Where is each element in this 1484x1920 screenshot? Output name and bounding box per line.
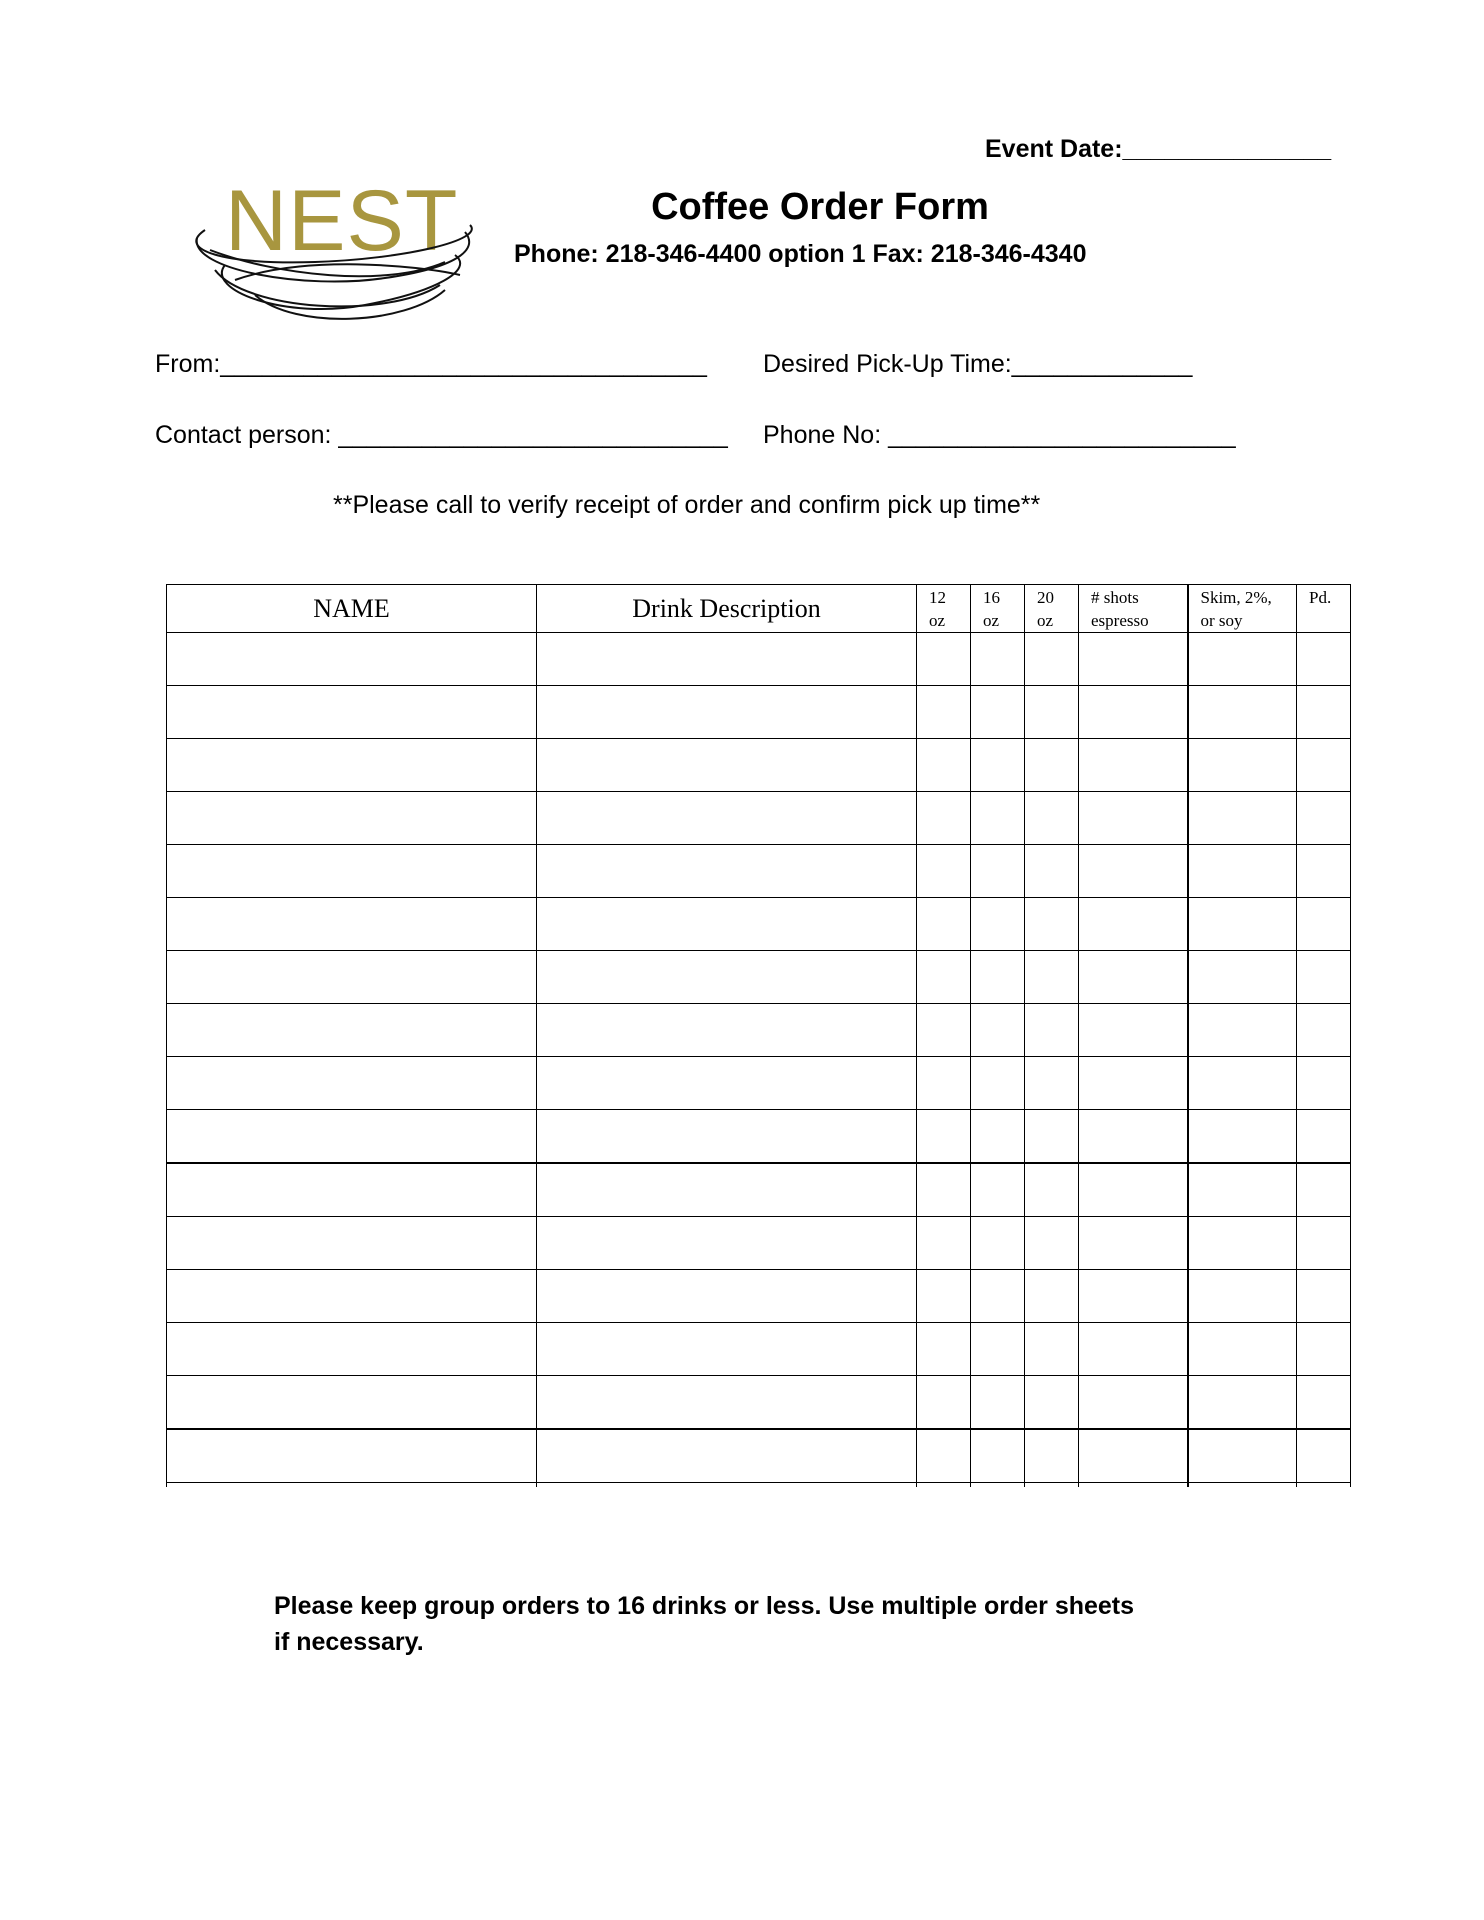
cell-oz12[interactable] (917, 1163, 971, 1217)
cell-drink[interactable] (537, 1270, 917, 1323)
cell-oz20[interactable] (1025, 1323, 1079, 1376)
cell-paid[interactable] (1297, 1270, 1351, 1323)
cell-oz16[interactable] (971, 1057, 1025, 1110)
cell-oz16[interactable] (971, 1429, 1025, 1483)
cell-paid[interactable] (1297, 739, 1351, 792)
cell-drink[interactable] (537, 1057, 917, 1110)
cell-oz20[interactable] (1025, 739, 1079, 792)
cell-drink[interactable] (537, 1004, 917, 1057)
cell-shots[interactable] (1079, 1323, 1188, 1376)
cell-name[interactable] (167, 1163, 537, 1217)
cell-drink[interactable] (537, 898, 917, 951)
cell-oz12[interactable] (917, 686, 971, 739)
cell-oz20[interactable] (1025, 1004, 1079, 1057)
cell-shots[interactable] (1079, 1429, 1188, 1483)
cell-name[interactable] (167, 898, 537, 951)
cell-name[interactable] (167, 739, 537, 792)
col-shots-header: # shots espresso (1079, 585, 1188, 633)
cell-name[interactable] (167, 1110, 537, 1164)
cell-oz12[interactable] (917, 1376, 971, 1430)
stub-cell (1079, 1483, 1188, 1488)
table-row (167, 686, 1351, 739)
stub-cell (167, 1483, 537, 1488)
cell-oz16[interactable] (971, 1004, 1025, 1057)
cell-milk[interactable] (1188, 1004, 1297, 1057)
cell-drink[interactable] (537, 739, 917, 792)
cell-drink[interactable] (537, 1429, 917, 1483)
cell-name[interactable] (167, 1376, 537, 1430)
cell-oz20[interactable] (1025, 1376, 1079, 1430)
cell-shots[interactable] (1079, 1110, 1188, 1164)
cell-oz16[interactable] (971, 1163, 1025, 1217)
cell-paid[interactable] (1297, 1057, 1351, 1110)
cell-name[interactable] (167, 1057, 537, 1110)
col-20oz-header: 20 oz (1025, 585, 1079, 633)
cell-milk[interactable] (1188, 1110, 1297, 1164)
cell-oz16[interactable] (971, 1217, 1025, 1270)
table-row (167, 1323, 1351, 1376)
cell-oz12[interactable] (917, 1429, 971, 1483)
cell-oz20[interactable] (1025, 845, 1079, 898)
table-row (167, 739, 1351, 792)
cell-oz20[interactable] (1025, 951, 1079, 1004)
cell-oz20[interactable] (1025, 792, 1079, 845)
cell-oz16[interactable] (971, 898, 1025, 951)
cell-paid[interactable] (1297, 1163, 1351, 1217)
cell-drink[interactable] (537, 845, 917, 898)
cell-oz16[interactable] (971, 686, 1025, 739)
stub-cell (537, 1483, 917, 1488)
table-row (167, 792, 1351, 845)
stub-cell (1297, 1483, 1351, 1488)
cell-oz16[interactable] (971, 633, 1025, 686)
pickup-time-field[interactable]: Desired Pick-Up Time:_____________ (763, 350, 1193, 378)
cell-oz20[interactable] (1025, 1217, 1079, 1270)
order-table-body (167, 633, 1351, 1488)
cell-milk[interactable] (1188, 739, 1297, 792)
contact-person-field[interactable]: Contact person: ____________________________ (155, 421, 728, 449)
table-row (167, 633, 1351, 686)
cell-shots[interactable] (1079, 1270, 1188, 1323)
cell-oz12[interactable] (917, 951, 971, 1004)
event-date-field[interactable]: Event Date:_______________ (985, 135, 1332, 163)
footer-note (274, 1588, 1174, 1660)
cell-paid[interactable] (1297, 1376, 1351, 1430)
cell-shots[interactable] (1079, 898, 1188, 951)
cell-milk[interactable] (1188, 951, 1297, 1004)
table-row (167, 1110, 1351, 1164)
cell-drink[interactable] (537, 1110, 917, 1164)
cell-milk[interactable] (1188, 1323, 1297, 1376)
cell-oz20[interactable] (1025, 1270, 1079, 1323)
cell-name[interactable] (167, 951, 537, 1004)
cell-drink[interactable] (537, 1217, 917, 1270)
table-row (167, 1376, 1351, 1430)
cell-milk[interactable] (1188, 633, 1297, 686)
table-row (167, 898, 1351, 951)
cell-oz16[interactable] (971, 792, 1025, 845)
cell-oz20[interactable] (1025, 686, 1079, 739)
cell-oz16[interactable] (971, 1270, 1025, 1323)
cell-drink[interactable] (537, 633, 917, 686)
order-table (166, 584, 1351, 1487)
cell-shots[interactable] (1079, 1217, 1188, 1270)
cell-oz16[interactable] (971, 1323, 1025, 1376)
footer-note-line2: if necessary. (274, 1628, 424, 1656)
cell-paid[interactable] (1297, 951, 1351, 1004)
table-row (167, 1270, 1351, 1323)
cell-oz12[interactable] (917, 898, 971, 951)
cell-name[interactable] (167, 792, 537, 845)
cell-drink[interactable] (537, 1323, 917, 1376)
cell-paid[interactable] (1297, 792, 1351, 845)
cell-drink[interactable] (537, 951, 917, 1004)
cell-paid[interactable] (1297, 1429, 1351, 1483)
cell-drink[interactable] (537, 686, 917, 739)
cell-paid[interactable] (1297, 1217, 1351, 1270)
cell-milk[interactable] (1188, 1270, 1297, 1323)
col-drink-header: Drink Description (537, 585, 917, 633)
cell-oz12[interactable] (917, 792, 971, 845)
table-row (167, 845, 1351, 898)
cell-oz20[interactable] (1025, 1163, 1079, 1217)
cell-milk[interactable] (1188, 1057, 1297, 1110)
cell-oz12[interactable] (917, 1323, 971, 1376)
cell-oz12[interactable] (917, 1110, 971, 1164)
table-row (167, 1057, 1351, 1110)
cell-oz12[interactable] (917, 739, 971, 792)
cell-paid[interactable] (1297, 1004, 1351, 1057)
cell-oz12[interactable] (917, 845, 971, 898)
cell-drink[interactable] (537, 1163, 917, 1217)
stub-cell (971, 1483, 1025, 1488)
cell-oz16[interactable] (971, 1376, 1025, 1430)
cell-shots[interactable] (1079, 951, 1188, 1004)
cell-shots[interactable] (1079, 633, 1188, 686)
footer-note-line1: Please keep group orders to 16 drinks or less. Use multiple order sheets (274, 1592, 1135, 1620)
cell-oz12[interactable] (917, 1270, 971, 1323)
cell-shots[interactable] (1079, 1376, 1188, 1430)
table-row (167, 951, 1351, 1004)
cell-oz12[interactable] (917, 1217, 971, 1270)
cell-milk[interactable] (1188, 1429, 1297, 1483)
cell-oz12[interactable] (917, 1004, 971, 1057)
cell-paid[interactable] (1297, 845, 1351, 898)
cell-milk[interactable] (1188, 1163, 1297, 1217)
cell-oz20[interactable] (1025, 1057, 1079, 1110)
cell-paid[interactable] (1297, 633, 1351, 686)
table-row (167, 1429, 1351, 1483)
cell-milk[interactable] (1188, 898, 1297, 951)
cell-shots[interactable] (1079, 1004, 1188, 1057)
cell-paid[interactable] (1297, 686, 1351, 739)
cell-milk[interactable] (1188, 792, 1297, 845)
cell-milk[interactable] (1188, 686, 1297, 739)
stub-cell (1025, 1483, 1079, 1488)
cell-paid[interactable] (1297, 898, 1351, 951)
cell-drink[interactable] (537, 1376, 917, 1430)
cell-paid[interactable] (1297, 1323, 1351, 1376)
cell-milk[interactable] (1188, 1376, 1297, 1430)
cell-shots[interactable] (1079, 739, 1188, 792)
contact-phone-fax: Phone: 218-346-4400 option 1 Fax: 218-346-4340 (514, 240, 1087, 268)
cell-oz16[interactable] (971, 739, 1025, 792)
from-field[interactable]: From:___________________________________ (155, 350, 707, 378)
cell-milk[interactable] (1188, 1217, 1297, 1270)
cell-oz20[interactable] (1025, 633, 1079, 686)
cell-oz12[interactable] (917, 633, 971, 686)
table-stub-row (167, 1483, 1351, 1488)
nest-swirl-5 (255, 290, 445, 319)
stub-cell (917, 1483, 971, 1488)
cell-oz20[interactable] (1025, 1110, 1079, 1164)
table-header-row (167, 585, 1351, 633)
cell-shots[interactable] (1079, 792, 1188, 845)
cell-oz20[interactable] (1025, 898, 1079, 951)
cell-paid[interactable] (1297, 1110, 1351, 1164)
cell-name[interactable] (167, 1004, 537, 1057)
cell-oz12[interactable] (917, 1057, 971, 1110)
cell-name[interactable] (167, 1270, 537, 1323)
cell-name[interactable] (167, 1217, 537, 1270)
col-16oz-header: 16 oz (971, 585, 1025, 633)
cell-oz16[interactable] (971, 951, 1025, 1004)
table-row (167, 1217, 1351, 1270)
page-title: Coffee Order Form (651, 186, 989, 228)
nest-logo-wordmark: NEST (225, 173, 459, 269)
phone-no-field[interactable]: Phone No: _________________________ (763, 421, 1236, 449)
verify-notice: **Please call to verify receipt of order and confirm pick up time** (333, 491, 1041, 519)
cell-name[interactable] (167, 686, 537, 739)
stub-cell (1188, 1483, 1297, 1488)
cell-name[interactable] (167, 1429, 537, 1483)
table-row (167, 1004, 1351, 1057)
col-milk-header: Skim, 2%, or soy (1188, 585, 1297, 633)
cell-oz16[interactable] (971, 1110, 1025, 1164)
cell-name[interactable] (167, 1323, 537, 1376)
table-row (167, 1163, 1351, 1217)
col-paid-header: Pd. (1297, 585, 1351, 633)
cell-name[interactable] (167, 845, 537, 898)
cell-shots[interactable] (1079, 1057, 1188, 1110)
cell-oz20[interactable] (1025, 1429, 1079, 1483)
cell-drink[interactable] (537, 792, 917, 845)
cell-oz16[interactable] (971, 845, 1025, 898)
cell-shots[interactable] (1079, 686, 1188, 739)
cell-name[interactable] (167, 633, 537, 686)
cell-shots[interactable] (1079, 1163, 1188, 1217)
cell-milk[interactable] (1188, 845, 1297, 898)
cell-shots[interactable] (1079, 845, 1188, 898)
col-12oz-header: 12 oz (917, 585, 971, 633)
col-name-header: NAME (167, 585, 537, 633)
